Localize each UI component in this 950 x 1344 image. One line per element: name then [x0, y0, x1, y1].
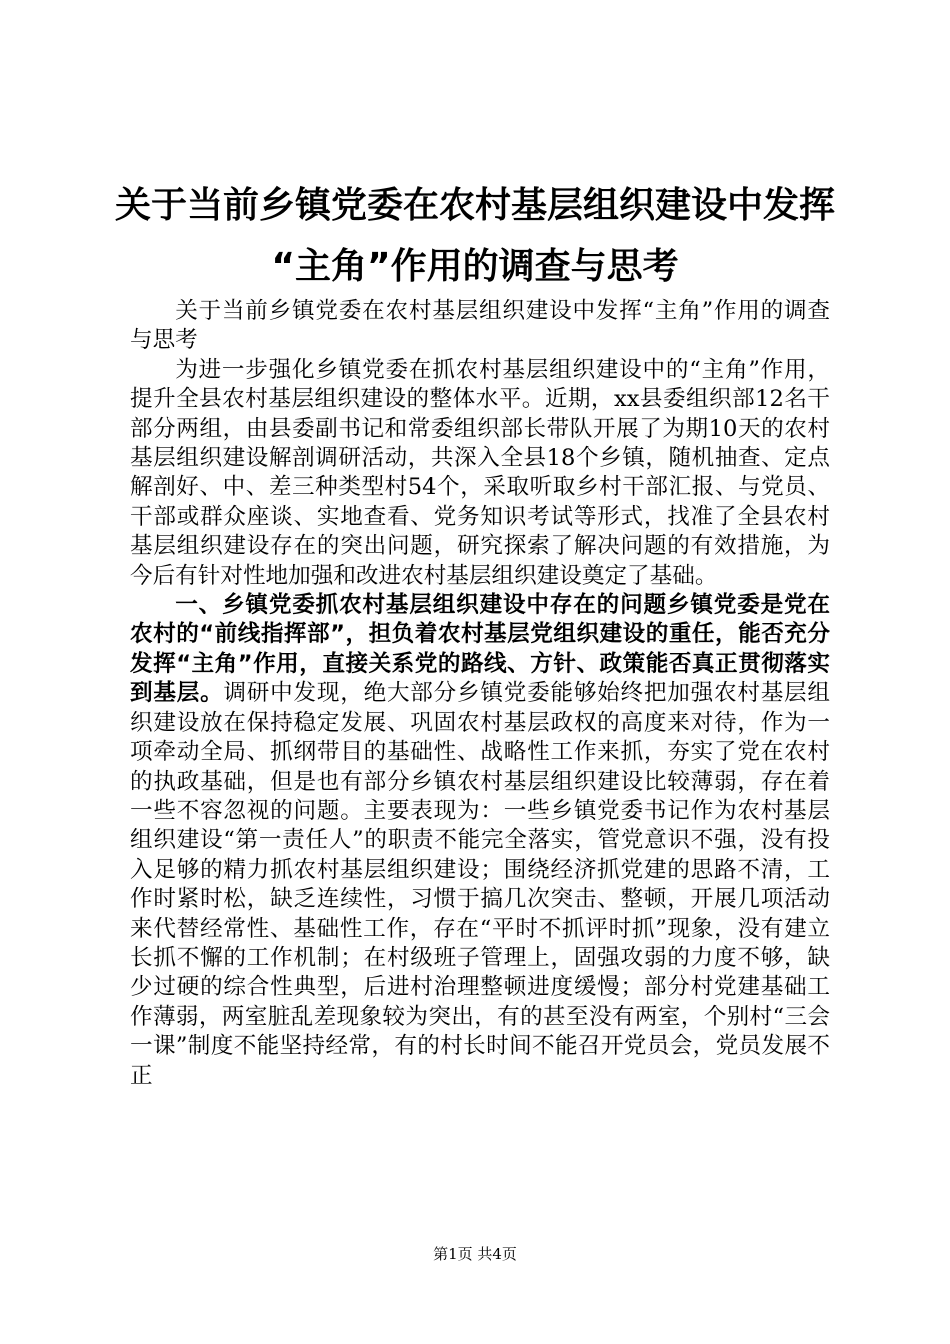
- section-body-text: 调研中发现，绝大部分乡镇党委能够始终把加强农村基层组织建设放在保持稳定发展、巩固农村基层政权的高度来对待，作为一项牵动全局、抓纲带目的基础性、战略性工作来抓，夯实了党在农村的执政基础，但是也有部分乡镇农村基层组织建设比较薄弱，存在着一些不容忽视的问题。主要表现为：一些乡镇党委书记作为农村基层组织建设“第一责任人”的职责不能完全落实，管党意识不强，没有投入足够的精力抓农村基层组织建设；围绕经济抓党建的思路不清，工作时紧时松，缺乏连续性，习惯于搞几次突击、整顿，开展几项活动来代替经常性、基础性工作，存在“平时不抓评时抓”现象，没有建立长抓不懈的工作机制；在村级班子管理上，固强攻弱的力度不够，缺少过硬的综合性典型，后进村治理整顿进度缓慢；部分村党建基础工作薄弱，两室脏乱差现象较为突出，有的甚至没有两室，个别村“三会一课”制度不能坚持经常，有的村长时间不能召开党员会，党员发展不正: [130, 680, 831, 1089]
- body-paragraph-3: [130, 591, 830, 1091]
- section-heading-text: 一、乡镇党委抓农村基层组织建设中存在的问题乡镇党委是党在农村的“前线指挥部”，担负着农村基层党组织建设的重任，能否充分发挥“主角”作用，直接关系党的路线、方针、政策能否真正贯彻落实到基层。: [130, 592, 830, 707]
- page-number-footer: 第1页 共4页: [433, 1245, 517, 1263]
- document-title-line-1: 关于当前乡镇党委在农村基层组织建设中发挥: [114, 185, 835, 226]
- document-title-line-2: “主角”作用的调查与思考: [271, 246, 679, 287]
- document-body: [130, 297, 830, 1091]
- body-paragraph-1: 关于当前乡镇党委在农村基层组织建设中发挥“主角”作用的调查与思考: [130, 298, 830, 354]
- body-paragraph-2: 为进一步强化乡镇党委在抓农村基层组织建设中的“主角”作用，提升全县农村基层组织建设的整体水平。近期，xx县委组织部12名干部分两组，由县委副书记和常委组织部长带队开展了为期10天的农村基层组织建设解剖调研活动，共深入全县18个乡镇，随机抽查、定点解剖好、中、差三种类型村54个，采取听取乡村干部汇报、与党员、干部或群众座谈、实地查看、党务知识考试等形式，找准了全县农村基层组织建设存在的突出问题，研究探索了解决问题的有效措施，为今后有针对性地加强和改进农村基层组织建设奠定了基础。: [130, 356, 830, 589]
